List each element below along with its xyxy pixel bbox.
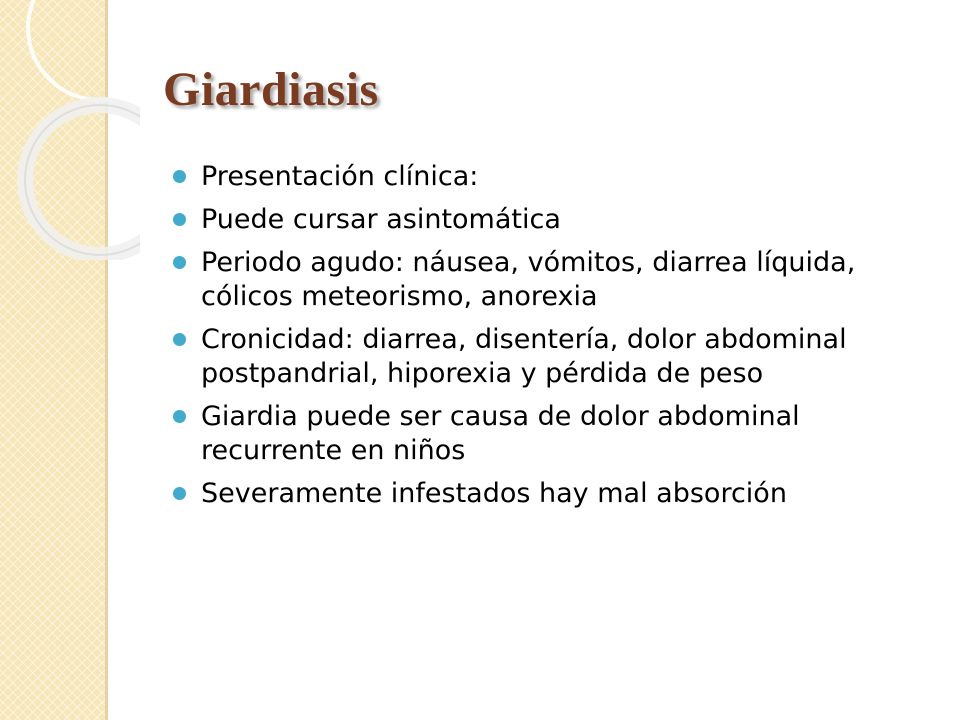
list-item: [173, 203, 933, 237]
bullet-dot-icon: [173, 410, 186, 423]
bullet-dot-icon: [173, 487, 186, 500]
bullet-text: Giardia puede ser causa de dolor abdominal recurrente en niños: [201, 401, 800, 466]
list-item: [173, 400, 933, 468]
bullet-dot-icon: [173, 333, 186, 346]
list-item: [173, 323, 933, 391]
bullet-text: Puede cursar asintomática: [201, 204, 561, 235]
list-item: [173, 160, 933, 194]
list-item: [173, 477, 933, 511]
bullet-text: Periodo agudo: náusea, vómitos, diarrea líquida, cólicos meteorismo, anorexia: [201, 247, 856, 312]
bullet-dot-icon: [173, 213, 186, 226]
bullet-text: Presentación clínica:: [201, 161, 479, 192]
bullet-dot-icon: [173, 256, 186, 269]
bullet-list: [173, 160, 933, 520]
bullet-text: Severamente infestados hay mal absorción: [201, 478, 787, 509]
bullet-text: Cronicidad: diarrea, disentería, dolor abdominal postpandrial, hiporexia y pérdida de peso: [201, 324, 847, 389]
list-item: [173, 246, 933, 314]
slide-title: Giardiasis: [163, 63, 379, 116]
decorative-circles: [0, 0, 140, 260]
bullet-dot-icon: [173, 170, 186, 183]
